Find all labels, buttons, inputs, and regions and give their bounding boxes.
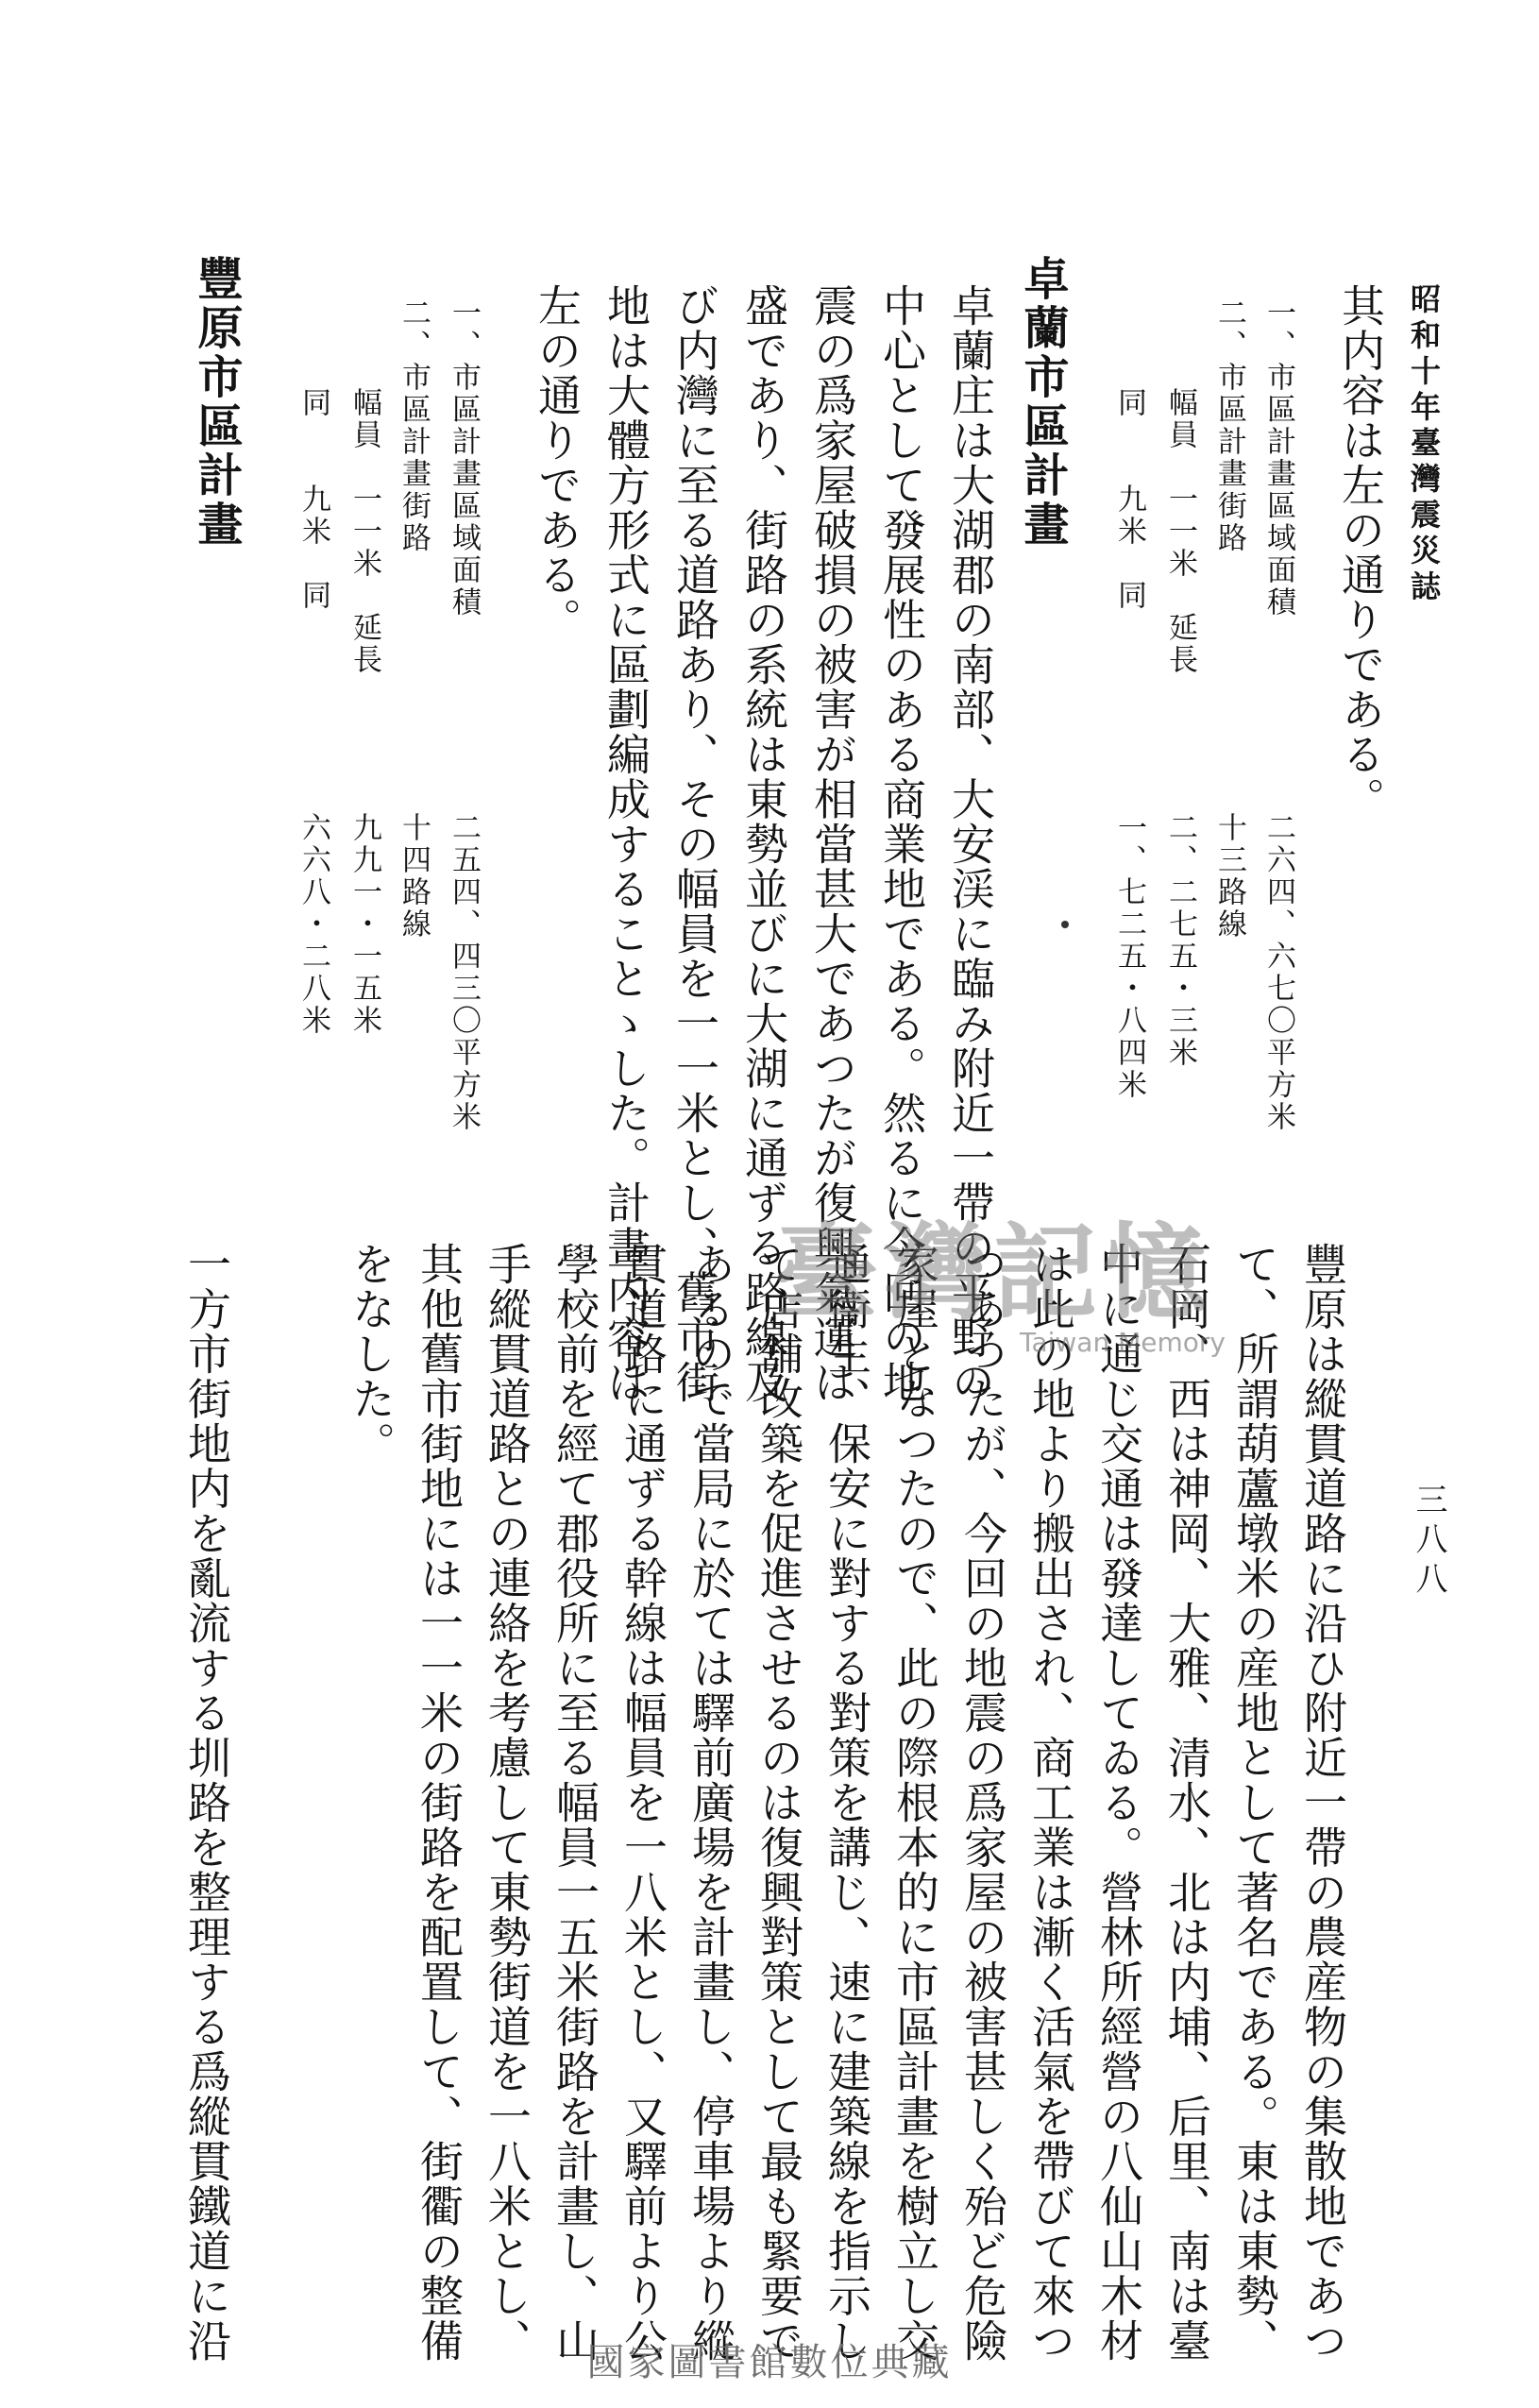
watermark-logo: 臺灣記憶 (774, 1212, 1212, 1333)
fengyuan-line-4: 中に通じ交通は發達してゐる。營林所經營の八仙山木材 (1093, 1242, 1144, 2364)
plan1-item2-value: 十三路線 (1212, 812, 1246, 941)
fengyuan-line-1: 豐原は縱貫道路に沿ひ附近一帶の農産物の集散地であつ (1297, 1242, 1348, 2364)
plan1-item1-value: 二六四、六七〇平方米 (1261, 812, 1295, 1133)
fengyuan-line-13: 手縱貫道路との連絡を考慮して東勢街道を一八米とし、 (482, 1242, 533, 2364)
intro-line: 其内容は左の通りである。 (1335, 283, 1386, 822)
zhuolan-line-5: び内灣に至る道路あり、その幅員を一一米とし、舊市街 (669, 283, 720, 1405)
zhuolan-line-6: 地は大體方形式に區劃編成することゝした。計畫内容は (600, 283, 651, 1405)
library-footer: 國家圖書館數位典藏 (586, 2341, 953, 2384)
plan1-item1: 一、市區計畫區域面積 (1261, 297, 1295, 619)
plan2-item1-value: 二五四、四三〇平方米 (447, 812, 481, 1133)
heading-zhuolan: 卓蘭市區計畫 (1016, 255, 1069, 550)
zhuolan-line-2: 中心として發展性のある商業地である。然るに今回の地 (876, 283, 927, 1405)
plan2-item2-value: 十四路線 (397, 812, 431, 941)
fengyuan-line-3: 石岡、西は神岡、大雅、清水、北は内埔、后里、南は臺 (1161, 1242, 1212, 2364)
fengyuan-line-9: て店舖改築を促進させるのは復興對策として最も緊要で (753, 1242, 804, 2364)
plan2-item1: 一、市區計畫區域面積 (447, 297, 481, 619)
fengyuan-line-14: 其他舊市街地には一一米の街路を配置して、街衢の整備 (414, 1242, 465, 2364)
zhuolan-line-1: 卓蘭庄は大湖郡の南部、大安渓に臨み附近一帶の平野の (945, 283, 996, 1405)
fengyuan-line-16: 一方市街地内を亂流する圳路を整理する爲縱貫鐵道に沿 (181, 1242, 232, 2364)
ink-dot (1061, 921, 1069, 928)
fengyuan-line-5: は此の地より搬出され、商工業は漸く活氣を帶びて來つ (1025, 1242, 1076, 2364)
fengyuan-line-6: つあつたが、今回の地震の爲家屋の被害甚しく殆ど危險 (957, 1242, 1008, 2364)
heading-fengyuan: 豐原市區計畫 (190, 255, 243, 550)
watermark-subtitle: Taiwan Memory (1020, 1327, 1226, 1358)
plan2-row1-label: 幅員 一一米 延長 (347, 387, 381, 676)
fengyuan-line-7: 家屋となつたので、此の際根本的に市區計畫を樹立し交 (889, 1242, 940, 2364)
fengyuan-line-10: あるので當局に於ては驛前廣場を計畫し、停車場より縱 (685, 1242, 736, 2364)
plan1-item2: 二、市區計畫街路 (1212, 297, 1246, 554)
plan1-row1-label: 幅員 一一米 延長 (1163, 387, 1197, 676)
fengyuan-line-11: 貫道路に通ずる幹線は幅員を一八米とし、又驛前より公 (617, 1242, 668, 2364)
page-number: 三八八 (1410, 1483, 1447, 1602)
fengyuan-line-12: 學校前を經て郡役所に至る幅員一五米街路を計畫し、山 (550, 1242, 600, 2364)
plan1-row2-value: 一、七二五・八四米 (1112, 812, 1146, 1101)
plan1-row1-value: 二、二七五・三米 (1163, 812, 1197, 1069)
running-title: 昭和十年臺灣震災誌 (1406, 283, 1442, 606)
fengyuan-line-8: 通衞生、保安に對する對策を講じ、速に建築線を指示し (821, 1242, 872, 2364)
zhuolan-line-3: 震の爲家屋破損の被害が相當甚大であつたが復興氣運は (807, 283, 858, 1405)
plan2-item2: 二、市區計畫街路 (397, 297, 431, 554)
plan2-row2-value: 六六八・二八米 (296, 812, 330, 1037)
fengyuan-line-2: て、所謂葫蘆墩米の産地として著名である。東は東勢、 (1229, 1242, 1280, 2364)
fengyuan-line-15: をなした。 (346, 1242, 397, 1467)
plan2-row1-value: 九九一・一五米 (347, 812, 381, 1037)
zhuolan-line-7: 左の通りである。 (532, 283, 583, 642)
plan2-row2-label: 同 九米 同 (296, 387, 330, 612)
zhuolan-line-4: 盛であり、街路の系統は東勢並びに大湖に通ずる路線及 (738, 283, 789, 1405)
plan1-row2-label: 同 九米 同 (1112, 387, 1146, 612)
